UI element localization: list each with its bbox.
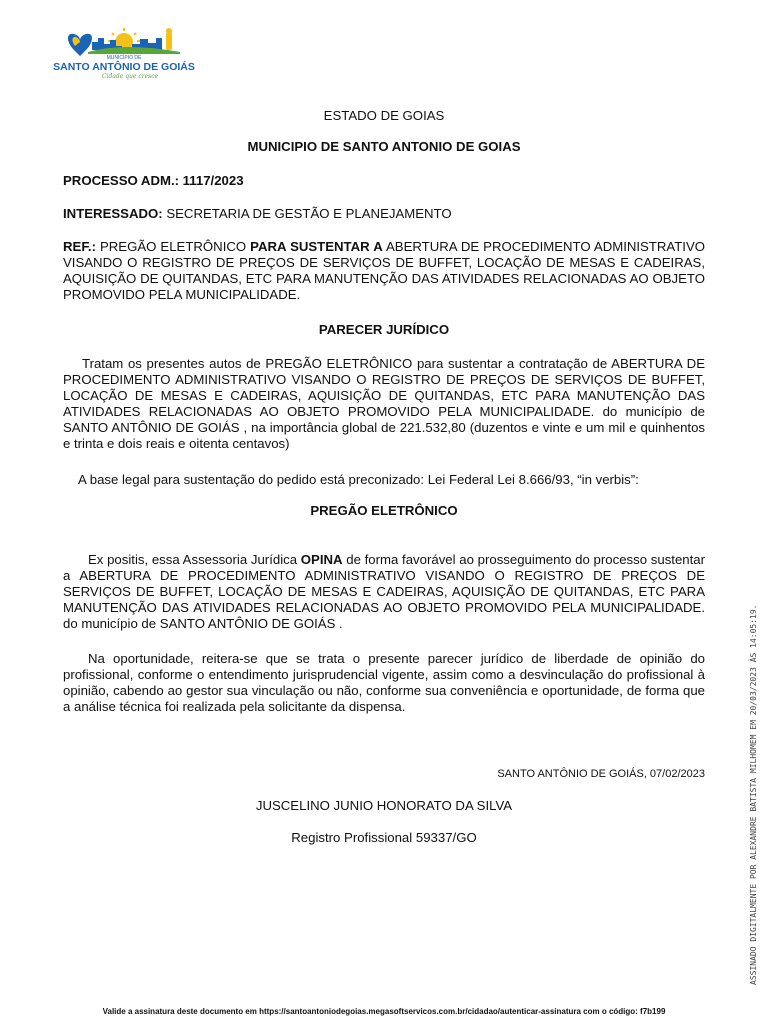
ref-paragraph	[63, 239, 705, 303]
heading-municipality: MUNICIPIO DE SANTO ANTONIO DE GOIAS	[247, 139, 521, 154]
signer-registration: Registro Profissional 59337/GO	[291, 830, 477, 845]
ref-label: REF.:	[63, 239, 96, 254]
ex-positis-opina: OPINA	[300, 552, 343, 567]
ref-text-part1: PREGÃO ELETRÔNICO	[99, 239, 247, 254]
pregao-title: PREGÃO ELETRÔNICO	[310, 503, 458, 518]
digital-signature-stamp: ASSINADO DIGITALMENTE POR ALEXANDRE BATISTA MILHOMEM EM 20/03/2023 ÀS 14:05:19.	[749, 604, 758, 985]
signature-place-date: SANTO ANTÔNIO DE GOIÁS, 07/02/2023	[497, 768, 705, 780]
ex-positis-part1: Ex positis, essa Assessoria Jurídica	[88, 552, 298, 567]
parecer-title: PARECER JURÍDICO	[318, 322, 450, 337]
processo-line: PROCESSO ADM.: 1117/2023	[63, 173, 244, 188]
logo-small-text: MUNICÍPIO DE	[106, 55, 142, 61]
logo-slogan: Cidade que cresce	[102, 73, 159, 80]
ex-positis-part2: de forma favorável ao prosseguimento do processo sustentar a ABERTURA DE PROCEDIMENTO ADMINISTRATIVO VISANDO O REGISTRO DE PREÇOS DE SERVIÇOS DE BUFFET, LOCAÇÃO DE MESAS E CADEIRAS, AQUISIÇÃO DE QUITANDAS, ETC PARA MANUTENÇÃO DAS ATIVIDADES RELACIONADAS AO OBJETO PROMOVIDO PELA MUNICIPALIDADE. do município de SANTO ANTÔNIO DE GOIÁS .	[63, 552, 706, 631]
logo-name: SANTO ANTÔNIO DE GOIÁS	[53, 61, 195, 73]
heading-state: ESTADO DE GOIAS	[323, 108, 445, 123]
municipal-logo	[53, 28, 195, 80]
tratam-paragraph: Tratam os presentes autos de PREGÃO ELETRÔNICO para sustentar a contratação de ABERTURA DE PROCEDIMENTO ADMINISTRATIVO VISANDO O REGISTRO DE PREÇOS DE SERVIÇOS DE BUFFET, LOCAÇÃO DE MESAS E CADEIRAS, AQUISIÇÃO DE QUITANDAS, ETC PARA MANUTENÇÃO DAS ATIVIDADES RELACIONADAS AO OBJETO PROMOVIDO PELA MUNICIPALIDADE. do município de SANTO ANTÔNIO DE GOIÁS , na importância global de 221.532,80 (duzentos e vinte e um mil e quinhentos e trinta e dois reais e oitenta centavos)	[63, 356, 705, 451]
ref-text-part2: ABERTURA DE PROCEDIMENTO ADMINISTRATIVO VISANDO O REGISTRO DE PREÇOS DE SERVIÇOS DE BUFFET, LOCAÇÃO DE MESAS E CADEIRAS, AQUISIÇÃO DE QUITANDAS, ETC PARA MANUTENÇÃO DAS ATIVIDADES RELACIONADAS AO OBJETO PROMOVIDO PELA MUNICIPALIDADE.	[63, 239, 706, 302]
oportunidade-paragraph: Na oportunidade, reitera-se que se trata o presente parecer jurídico de liberdade de opinião do profissional, conforme o entendimento jurisprudencial vigente, assim como a desvinculação do profissional à opinião, cabendo ao gestor sua vinculação ou não, conforme sua conveniência e oportunidade, de forma que a análise técnica foi realizada pela solicitante da dispensa.	[63, 651, 705, 714]
interessado-value: SECRETARIA DE GESTÃO E PLANEJAMENTO	[166, 206, 452, 221]
interessado-line	[63, 206, 705, 222]
ex-positis-paragraph	[63, 552, 705, 632]
signer-name: JUSCELINO JUNIO HONORATO DA SILVA	[255, 798, 513, 813]
validation-footer: Valide a assinatura deste documento em https://santoantoniodegoias.megasoftservicos.com.br/cidadao/autenticar-assinatura com o código: f7b199	[102, 1007, 666, 1016]
base-legal-paragraph: A base legal para sustentação do pedido está preconizado: Lei Federal Lei 8.666/93, “in verbis”:	[78, 472, 639, 487]
logo-emblem-icon	[53, 28, 195, 80]
interessado-label: INTERESSADO:	[63, 206, 163, 221]
ref-bold-part: PARA SUSTENTAR A	[250, 239, 383, 254]
